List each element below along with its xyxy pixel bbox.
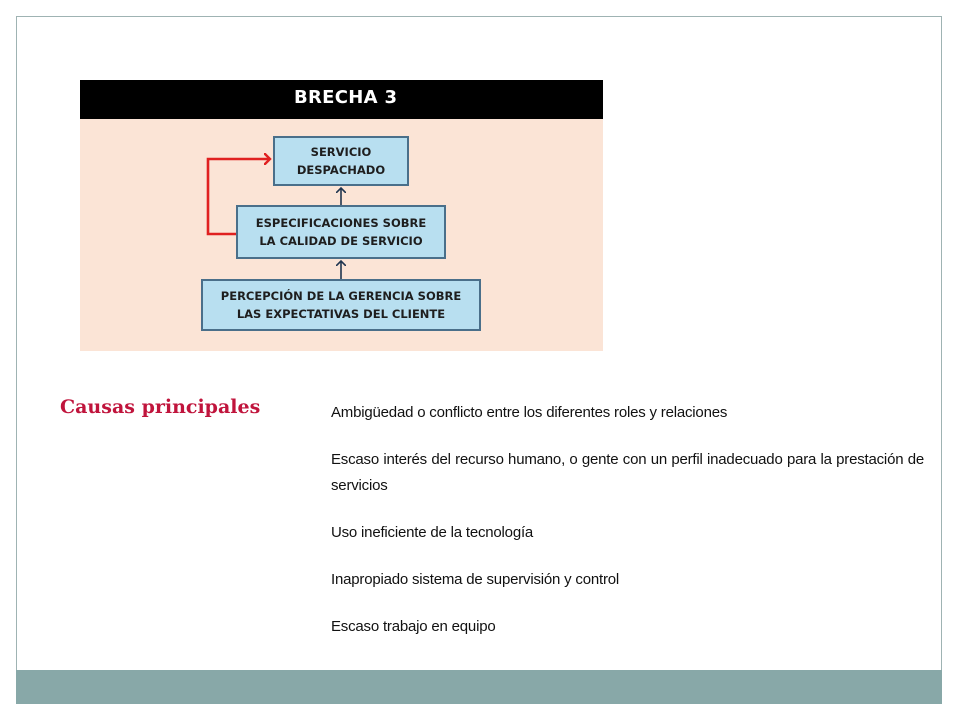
box-servicio-label: SERVICIO DESPACHADO: [296, 145, 386, 177]
box-percepcion-label: PERCEPCIÓN DE LA GERENCIA SOBRE LAS EXPECTATIVAS DEL CLIENTE: [220, 289, 462, 321]
cause-item: Inapropiado sistema de supervisión y control: [331, 571, 620, 588]
box-especificaciones: [236, 205, 446, 259]
brecha-diagram: [80, 80, 603, 351]
diagram-title: BRECHA 3: [294, 87, 398, 108]
box-especificaciones-label: ESPECIFICACIONES SOBRE LA CALIDAD DE SERVICIO: [255, 216, 427, 248]
cause-item: Escaso trabajo en equipo: [331, 618, 496, 635]
cause-item: Escaso interés del recurso humano, o gente con un perfil inadecuado para la prestación de servicios: [331, 451, 924, 494]
cause-item: Ambigüedad o conflicto entre los diferentes roles y relaciones: [331, 404, 728, 421]
causes-list: [331, 400, 924, 661]
footer-bar: [16, 670, 942, 704]
box-percepcion-gerencia: [201, 279, 481, 331]
box-servicio-despachado: [273, 136, 409, 186]
cause-item: Uso ineficiente de la tecnología: [331, 524, 534, 541]
causas-title: Causas principales: [60, 396, 261, 418]
